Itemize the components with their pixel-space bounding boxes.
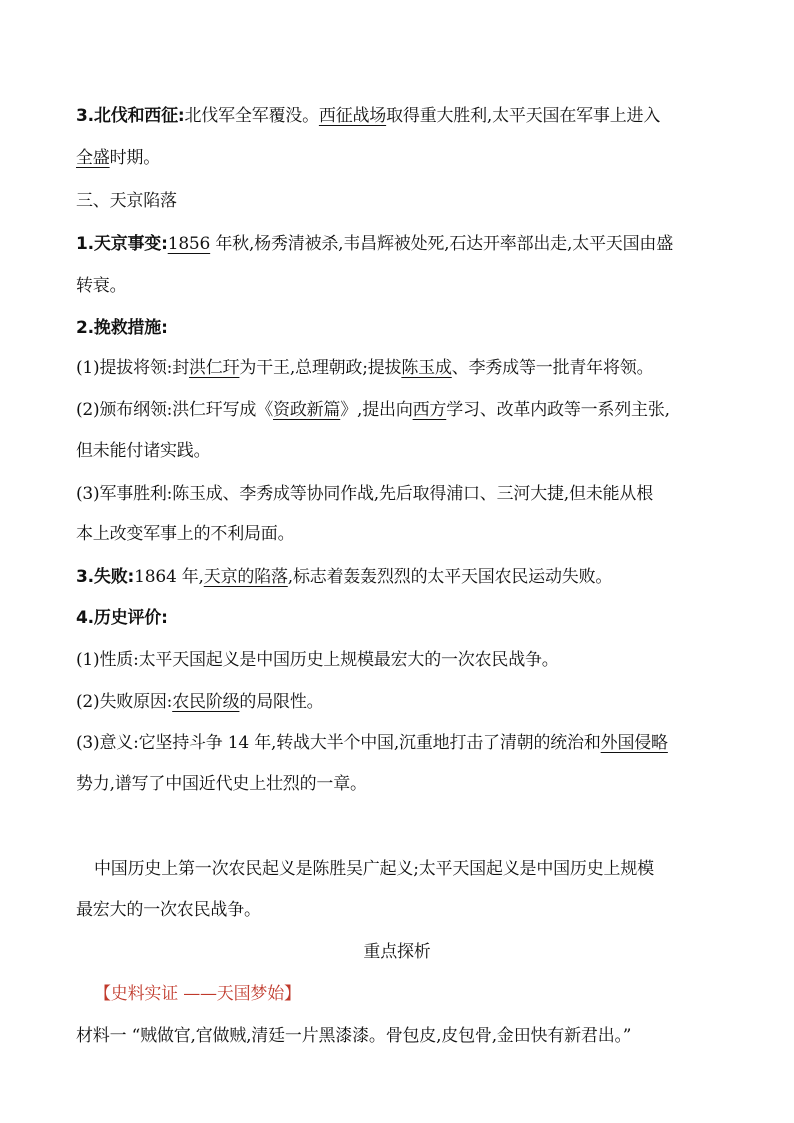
key-term: 洪仁玕: [189, 358, 240, 378]
sub-item-promote-generals: (1)提拔将领:封洪仁玕为干王,总理朝政;提拔陈玉成、李秀成等一批青年将领。: [76, 358, 654, 378]
item-number: 3.: [76, 106, 94, 126]
section-heading: 三、天京陷落: [76, 191, 177, 211]
item-title: 北伐和西征:: [93, 106, 185, 126]
material-one: 材料一 “贼做官,官做贼,清廷一片黑漆漆。骨包皮,皮包骨,金田快有新君出。”: [76, 1026, 632, 1046]
analysis-title: 重点探析: [363, 942, 431, 962]
key-term: 陈玉成: [401, 358, 452, 378]
key-term: 全盛: [76, 148, 110, 168]
sub-item-military-victory: (3)军事胜利:陈玉成、李秀成等协同作战,先后取得浦口、三河大捷,但未能从根: [76, 484, 654, 504]
section-northern-western-expedition-cont: 全盛时期。: [76, 148, 161, 168]
sub-item-military-victory-cont: 本上改变军事上的不利局面。: [76, 524, 295, 544]
note-line-2: 最宏大的一次农民战争。: [76, 900, 261, 920]
key-term: 资政新篇: [273, 400, 341, 420]
key-term: 农民阶级: [172, 692, 240, 712]
item-failure: 3.失败:1864 年,天京的陷落,标志着轰轰烈烈的太平天国农民运动失败。: [76, 567, 613, 587]
key-term: 外国侵略: [600, 733, 668, 753]
item-historical-evaluation: 4.历史评价:: [76, 608, 168, 628]
sub-item-significance: (3)意义:它坚持斗争 14 年,转战大半个中国,沉重地打击了清朝的统治和外国侵略: [76, 733, 668, 753]
sub-item-significance-cont: 势力,谱写了中国近代史上壮烈的一章。: [76, 774, 367, 794]
item-tianjing-incident-cont: 转衰。: [76, 276, 127, 296]
source-title: 【史料实证 ——天国梦始】: [94, 984, 301, 1004]
sub-item-nature: (1)性质:太平天国起义是中国历史上规模最宏大的一次农民战争。: [76, 650, 559, 670]
key-term: 天京的陷落: [203, 567, 288, 587]
sub-item-program: (2)颁布纲领:洪仁玕写成《资政新篇》,提出向西方学习、改革内政等一系列主张,: [76, 400, 670, 420]
sub-item-program-cont: 但未能付诸实践。: [76, 441, 211, 461]
key-term: 1856: [167, 234, 211, 254]
item-rescue-measures: 2.挽救措施:: [76, 318, 168, 338]
key-term: 西方: [412, 400, 447, 420]
section-northern-western-expedition: 3.北伐和西征:北伐军全军覆没。西征战场取得重大胜利,太平天国在军事上进入: [76, 106, 661, 126]
note-line-1: 中国历史上第一次农民起义是陈胜吴广起义;太平天国起义是中国历史上规模: [94, 859, 654, 879]
sub-item-failure-reason: (2)失败原因:农民阶级的局限性。: [76, 692, 324, 712]
key-term: 西征战场: [318, 106, 387, 126]
item-tianjing-incident: 1.天京事变:1856 年秋,杨秀清被杀,韦昌辉被处死,石达开率部出走,太平天国由盛: [76, 234, 673, 254]
